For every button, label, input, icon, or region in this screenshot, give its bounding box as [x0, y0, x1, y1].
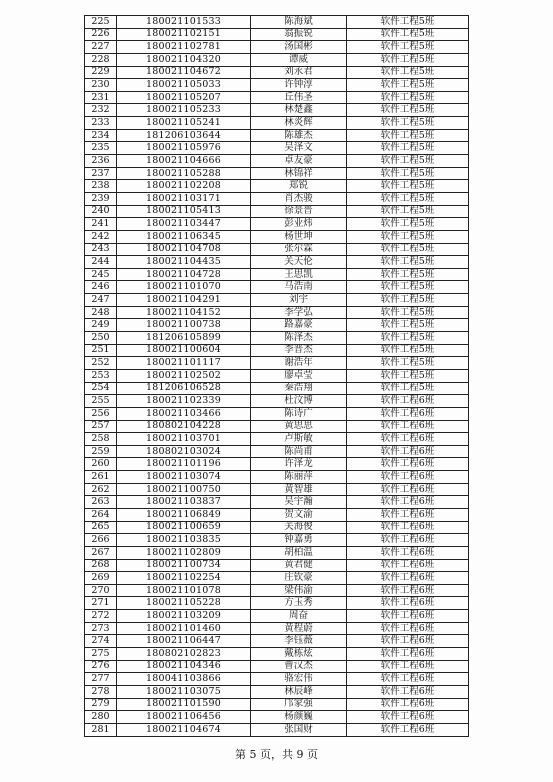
class-name-cell: 软件工程5班 [347, 344, 469, 357]
student-id-cell: 180021105241 [117, 117, 251, 130]
student-name-cell: 马浩南 [251, 281, 347, 294]
table-row [85, 395, 469, 408]
row-number-cell: 279 [85, 698, 117, 711]
student-id-cell: 180021105413 [117, 205, 251, 218]
student-name-cell: 王思凯 [251, 268, 347, 281]
student-name-cell: 李晋杰 [251, 344, 347, 357]
class-name-cell: 软件工程6班 [347, 685, 469, 698]
student-name-cell: 关天伦 [251, 256, 347, 269]
class-name-cell: 软件工程6班 [347, 622, 469, 635]
table-row [85, 306, 469, 319]
student-name-cell: 贺文渝 [251, 508, 347, 521]
student-name-cell: 陈诗广 [251, 407, 347, 420]
table-row [85, 243, 469, 256]
student-id-cell: 180021102151 [117, 28, 251, 41]
student-name-cell: 方玉秀 [251, 597, 347, 610]
class-name-cell: 软件工程6班 [347, 584, 469, 597]
student-id-cell: 181206105899 [117, 332, 251, 345]
student-id-cell: 180041103866 [117, 673, 251, 686]
student-name-cell: 廖卓莹 [251, 369, 347, 382]
table-row [85, 192, 469, 205]
roster-table-body [85, 16, 469, 737]
class-name-cell: 软件工程5班 [347, 357, 469, 370]
row-number-cell: 251 [85, 344, 117, 357]
row-number-cell: 234 [85, 129, 117, 142]
class-name-cell: 软件工程5班 [347, 66, 469, 79]
table-row [85, 142, 469, 155]
class-name-cell: 软件工程6班 [347, 610, 469, 623]
class-name-cell: 软件工程6班 [347, 572, 469, 585]
student-name-cell: 林楚鑫 [251, 104, 347, 117]
row-number-cell: 281 [85, 723, 117, 736]
row-number-cell: 247 [85, 294, 117, 307]
student-id-cell: 180021105228 [117, 597, 251, 610]
table-row [85, 294, 469, 307]
student-id-cell: 180021103074 [117, 471, 251, 484]
table-row [85, 433, 469, 446]
row-number-cell: 225 [85, 16, 117, 29]
row-number-cell: 262 [85, 483, 117, 496]
student-id-cell: 180021103701 [117, 433, 251, 446]
student-id-cell: 180021106447 [117, 635, 251, 648]
row-number-cell: 243 [85, 243, 117, 256]
row-number-cell: 245 [85, 268, 117, 281]
student-name-cell: 林辰峰 [251, 685, 347, 698]
table-row [85, 268, 469, 281]
class-name-cell: 软件工程5班 [347, 281, 469, 294]
table-row [85, 180, 469, 193]
row-number-cell: 226 [85, 28, 117, 41]
row-number-cell: 237 [85, 167, 117, 180]
table-row [85, 91, 469, 104]
student-id-cell: 180021103447 [117, 218, 251, 231]
class-name-cell: 软件工程5班 [347, 192, 469, 205]
student-id-cell: 180021102781 [117, 41, 251, 54]
student-name-cell: 吴泽文 [251, 142, 347, 155]
class-name-cell: 软件工程5班 [347, 91, 469, 104]
class-name-cell: 软件工程5班 [347, 205, 469, 218]
student-id-cell: 180021104152 [117, 306, 251, 319]
student-id-cell: 180021102502 [117, 369, 251, 382]
table-row [85, 496, 469, 509]
student-id-cell: 180021105033 [117, 79, 251, 92]
student-name-cell: 郑锐 [251, 180, 347, 193]
student-id-cell: 180021102809 [117, 546, 251, 559]
student-name-cell: 骆宏伟 [251, 673, 347, 686]
student-id-cell: 180021101196 [117, 458, 251, 471]
table-row [85, 584, 469, 597]
student-name-cell: 彭业炜 [251, 218, 347, 231]
student-name-cell: 谭威 [251, 53, 347, 66]
student-name-cell: 黄君健 [251, 559, 347, 572]
class-name-cell: 软件工程5班 [347, 382, 469, 395]
row-number-cell: 255 [85, 395, 117, 408]
row-number-cell: 265 [85, 521, 117, 534]
row-number-cell: 269 [85, 572, 117, 585]
row-number-cell: 236 [85, 155, 117, 168]
student-id-cell: 180802103024 [117, 445, 251, 458]
student-id-cell: 180021102254 [117, 572, 251, 585]
row-number-cell: 274 [85, 635, 117, 648]
student-name-cell: 陈海斌 [251, 16, 347, 29]
table-row [85, 319, 469, 332]
table-row [85, 445, 469, 458]
class-name-cell: 软件工程6班 [347, 559, 469, 572]
student-name-cell: 关海俊 [251, 521, 347, 534]
class-name-cell: 软件工程5班 [347, 268, 469, 281]
student-name-cell: 卓友豪 [251, 155, 347, 168]
row-number-cell: 253 [85, 369, 117, 382]
student-name-cell: 陈丽萍 [251, 471, 347, 484]
class-name-cell: 软件工程5班 [347, 230, 469, 243]
student-id-cell: 180802102823 [117, 648, 251, 661]
table-row [85, 559, 469, 572]
student-id-cell: 180021106345 [117, 230, 251, 243]
student-id-cell: 180021103209 [117, 610, 251, 623]
class-name-cell: 软件工程6班 [347, 458, 469, 471]
row-number-cell: 259 [85, 445, 117, 458]
table-row [85, 332, 469, 345]
student-name-cell: 黄智雄 [251, 483, 347, 496]
row-number-cell: 230 [85, 79, 117, 92]
row-number-cell: 256 [85, 407, 117, 420]
student-id-cell: 180021104435 [117, 256, 251, 269]
row-number-cell: 275 [85, 648, 117, 661]
class-name-cell: 软件工程5班 [347, 369, 469, 382]
student-name-cell: 许钟淳 [251, 79, 347, 92]
student-name-cell: 胡柏温 [251, 546, 347, 559]
student-id-cell: 180021106456 [117, 711, 251, 724]
table-row [85, 28, 469, 41]
student-name-cell: 杜汶博 [251, 395, 347, 408]
row-number-cell: 273 [85, 622, 117, 635]
table-row [85, 420, 469, 433]
table-row [85, 129, 469, 142]
table-row [85, 572, 469, 585]
class-name-cell: 软件工程5班 [347, 256, 469, 269]
class-name-cell: 软件工程6班 [347, 445, 469, 458]
student-id-cell: 180021100604 [117, 344, 251, 357]
table-row [85, 723, 469, 736]
class-name-cell: 软件工程6班 [347, 648, 469, 661]
table-row [85, 711, 469, 724]
student-id-cell: 180021101078 [117, 584, 251, 597]
class-name-cell: 软件工程5班 [347, 28, 469, 41]
table-row [85, 508, 469, 521]
table-row [85, 230, 469, 243]
class-name-cell: 软件工程5班 [347, 319, 469, 332]
class-name-cell: 软件工程5班 [347, 167, 469, 180]
table-row [85, 407, 469, 420]
student-id-cell: 180021104708 [117, 243, 251, 256]
student-id-cell: 180021104666 [117, 155, 251, 168]
student-name-cell: 肖杰骏 [251, 192, 347, 205]
table-row [85, 357, 469, 370]
class-name-cell: 软件工程5班 [347, 117, 469, 130]
class-name-cell: 软件工程5班 [347, 129, 469, 142]
row-number-cell: 229 [85, 66, 117, 79]
student-name-cell: 张国财 [251, 723, 347, 736]
class-name-cell: 软件工程6班 [347, 496, 469, 509]
class-name-cell: 软件工程5班 [347, 53, 469, 66]
student-id-cell: 180021103075 [117, 685, 251, 698]
table-row [85, 155, 469, 168]
table-row [85, 117, 469, 130]
table-row [85, 622, 469, 635]
class-name-cell: 软件工程5班 [347, 16, 469, 29]
row-number-cell: 260 [85, 458, 117, 471]
row-number-cell: 238 [85, 180, 117, 193]
student-name-cell: 徐景晋 [251, 205, 347, 218]
student-id-cell: 180021105288 [117, 167, 251, 180]
row-number-cell: 272 [85, 610, 117, 623]
class-name-cell: 软件工程6班 [347, 635, 469, 648]
table-row [85, 610, 469, 623]
class-name-cell: 软件工程6班 [347, 660, 469, 673]
class-name-cell: 软件工程6班 [347, 521, 469, 534]
class-name-cell: 软件工程6班 [347, 698, 469, 711]
student-id-cell: 180021102208 [117, 180, 251, 193]
row-number-cell: 241 [85, 218, 117, 231]
table-row [85, 16, 469, 29]
class-name-cell: 软件工程5班 [347, 104, 469, 117]
class-name-cell: 软件工程5班 [347, 79, 469, 92]
student-id-cell: 180021100738 [117, 319, 251, 332]
row-number-cell: 280 [85, 711, 117, 724]
row-number-cell: 227 [85, 41, 117, 54]
student-name-cell: 陈雄杰 [251, 129, 347, 142]
row-number-cell: 257 [85, 420, 117, 433]
class-name-cell: 软件工程6班 [347, 433, 469, 446]
row-number-cell: 261 [85, 471, 117, 484]
student-id-cell: 180021103466 [117, 407, 251, 420]
row-number-cell: 232 [85, 104, 117, 117]
class-name-cell: 软件工程6班 [347, 723, 469, 736]
class-name-cell: 软件工程6班 [347, 395, 469, 408]
student-id-cell: 180021103835 [117, 534, 251, 547]
table-row [85, 53, 469, 66]
student-roster-table [84, 15, 469, 737]
table-row [85, 256, 469, 269]
row-number-cell: 249 [85, 319, 117, 332]
table-row [85, 483, 469, 496]
table-row [85, 79, 469, 92]
row-number-cell: 266 [85, 534, 117, 547]
row-number-cell: 276 [85, 660, 117, 673]
student-name-cell: 汤国彬 [251, 41, 347, 54]
row-number-cell: 268 [85, 559, 117, 572]
table-row [85, 205, 469, 218]
student-id-cell: 180021104672 [117, 66, 251, 79]
row-number-cell: 258 [85, 433, 117, 446]
row-number-cell: 228 [85, 53, 117, 66]
student-id-cell: 180021101117 [117, 357, 251, 370]
page-footer: 第 5 页，共 9 页 [235, 748, 318, 761]
class-name-cell: 软件工程5班 [347, 332, 469, 345]
table-row [85, 218, 469, 231]
table-row [85, 660, 469, 673]
student-id-cell: 180021100659 [117, 521, 251, 534]
table-row [85, 685, 469, 698]
table-row [85, 458, 469, 471]
student-id-cell: 180021104320 [117, 53, 251, 66]
class-name-cell: 软件工程5班 [347, 294, 469, 307]
student-id-cell: 180021104674 [117, 723, 251, 736]
student-id-cell: 180021104728 [117, 268, 251, 281]
class-name-cell: 软件工程5班 [347, 180, 469, 193]
student-id-cell: 180021105233 [117, 104, 251, 117]
row-number-cell: 248 [85, 306, 117, 319]
student-name-cell: 庄钦豪 [251, 572, 347, 585]
table-row [85, 534, 469, 547]
row-number-cell: 264 [85, 508, 117, 521]
student-name-cell: 翁振锐 [251, 28, 347, 41]
student-name-cell: 黄程蔚 [251, 622, 347, 635]
student-name-cell: 卢斯敏 [251, 433, 347, 446]
class-name-cell: 软件工程6班 [347, 711, 469, 724]
row-number-cell: 267 [85, 546, 117, 559]
student-name-cell: 陈泽杰 [251, 332, 347, 345]
class-name-cell: 软件工程6班 [347, 597, 469, 610]
table-row [85, 698, 469, 711]
student-id-cell: 180802104228 [117, 420, 251, 433]
row-number-cell: 239 [85, 192, 117, 205]
row-number-cell: 231 [85, 91, 117, 104]
student-name-cell: 黄思思 [251, 420, 347, 433]
student-name-cell: 路嘉豪 [251, 319, 347, 332]
class-name-cell: 软件工程5班 [347, 218, 469, 231]
table-row [85, 673, 469, 686]
class-name-cell: 软件工程6班 [347, 673, 469, 686]
student-name-cell: 周奋 [251, 610, 347, 623]
table-row [85, 635, 469, 648]
student-name-cell: 杨颜巍 [251, 711, 347, 724]
table-row [85, 546, 469, 559]
class-name-cell: 软件工程6班 [347, 407, 469, 420]
class-name-cell: 软件工程5班 [347, 142, 469, 155]
student-name-cell: 丘伟圣 [251, 91, 347, 104]
student-id-cell: 180021105207 [117, 91, 251, 104]
table-row [85, 167, 469, 180]
row-number-cell: 277 [85, 673, 117, 686]
student-name-cell: 钟嘉勇 [251, 534, 347, 547]
student-name-cell: 秦浩翔 [251, 382, 347, 395]
table-row [85, 104, 469, 117]
student-name-cell: 梁伟渝 [251, 584, 347, 597]
table-row [85, 521, 469, 534]
class-name-cell: 软件工程5班 [347, 155, 469, 168]
table-row [85, 471, 469, 484]
class-name-cell: 软件工程5班 [347, 243, 469, 256]
student-id-cell: 180021101533 [117, 16, 251, 29]
table-row [85, 369, 469, 382]
row-number-cell: 240 [85, 205, 117, 218]
student-name-cell: 林锦祥 [251, 167, 347, 180]
student-id-cell: 180021104291 [117, 294, 251, 307]
class-name-cell: 软件工程6班 [347, 483, 469, 496]
student-name-cell: 许泽龙 [251, 458, 347, 471]
class-name-cell: 软件工程6班 [347, 546, 469, 559]
class-name-cell: 软件工程6班 [347, 508, 469, 521]
row-number-cell: 242 [85, 230, 117, 243]
student-id-cell: 180021100734 [117, 559, 251, 572]
student-id-cell: 180021106849 [117, 508, 251, 521]
student-name-cell: 李钰薇 [251, 635, 347, 648]
student-id-cell: 180021105976 [117, 142, 251, 155]
student-name-cell: 曹汉杰 [251, 660, 347, 673]
student-name-cell: 谢浩年 [251, 357, 347, 370]
student-id-cell: 180021103171 [117, 192, 251, 205]
student-name-cell: 邝家强 [251, 698, 347, 711]
student-id-cell: 180021103837 [117, 496, 251, 509]
student-id-cell: 180021101070 [117, 281, 251, 294]
table-row [85, 382, 469, 395]
class-name-cell: 软件工程6班 [347, 534, 469, 547]
student-name-cell: 张尔霖 [251, 243, 347, 256]
student-name-cell: 刘永君 [251, 66, 347, 79]
row-number-cell: 270 [85, 584, 117, 597]
student-name-cell: 陈尚甫 [251, 445, 347, 458]
table-row [85, 281, 469, 294]
row-number-cell: 271 [85, 597, 117, 610]
row-number-cell: 246 [85, 281, 117, 294]
row-number-cell: 263 [85, 496, 117, 509]
student-id-cell: 180021101460 [117, 622, 251, 635]
row-number-cell: 278 [85, 685, 117, 698]
student-id-cell: 180021102339 [117, 395, 251, 408]
student-name-cell: 戴栋炫 [251, 648, 347, 661]
student-id-cell: 180021101590 [117, 698, 251, 711]
student-id-cell: 181206106528 [117, 382, 251, 395]
student-id-cell: 180021104346 [117, 660, 251, 673]
student-name-cell: 杨世坤 [251, 230, 347, 243]
table-row [85, 648, 469, 661]
row-number-cell: 235 [85, 142, 117, 155]
student-name-cell: 刘宇 [251, 294, 347, 307]
row-number-cell: 254 [85, 382, 117, 395]
row-number-cell: 250 [85, 332, 117, 345]
row-number-cell: 233 [85, 117, 117, 130]
student-id-cell: 181206103644 [117, 129, 251, 142]
student-name-cell: 林炎辉 [251, 117, 347, 130]
table-row [85, 344, 469, 357]
class-name-cell: 软件工程6班 [347, 420, 469, 433]
student-name-cell: 吴宇瀚 [251, 496, 347, 509]
table-row [85, 597, 469, 610]
row-number-cell: 244 [85, 256, 117, 269]
table-row [85, 66, 469, 79]
student-name-cell: 李学弘 [251, 306, 347, 319]
class-name-cell: 软件工程5班 [347, 41, 469, 54]
row-number-cell: 252 [85, 357, 117, 370]
student-id-cell: 180021100750 [117, 483, 251, 496]
class-name-cell: 软件工程5班 [347, 306, 469, 319]
table-row [85, 41, 469, 54]
class-name-cell: 软件工程6班 [347, 471, 469, 484]
